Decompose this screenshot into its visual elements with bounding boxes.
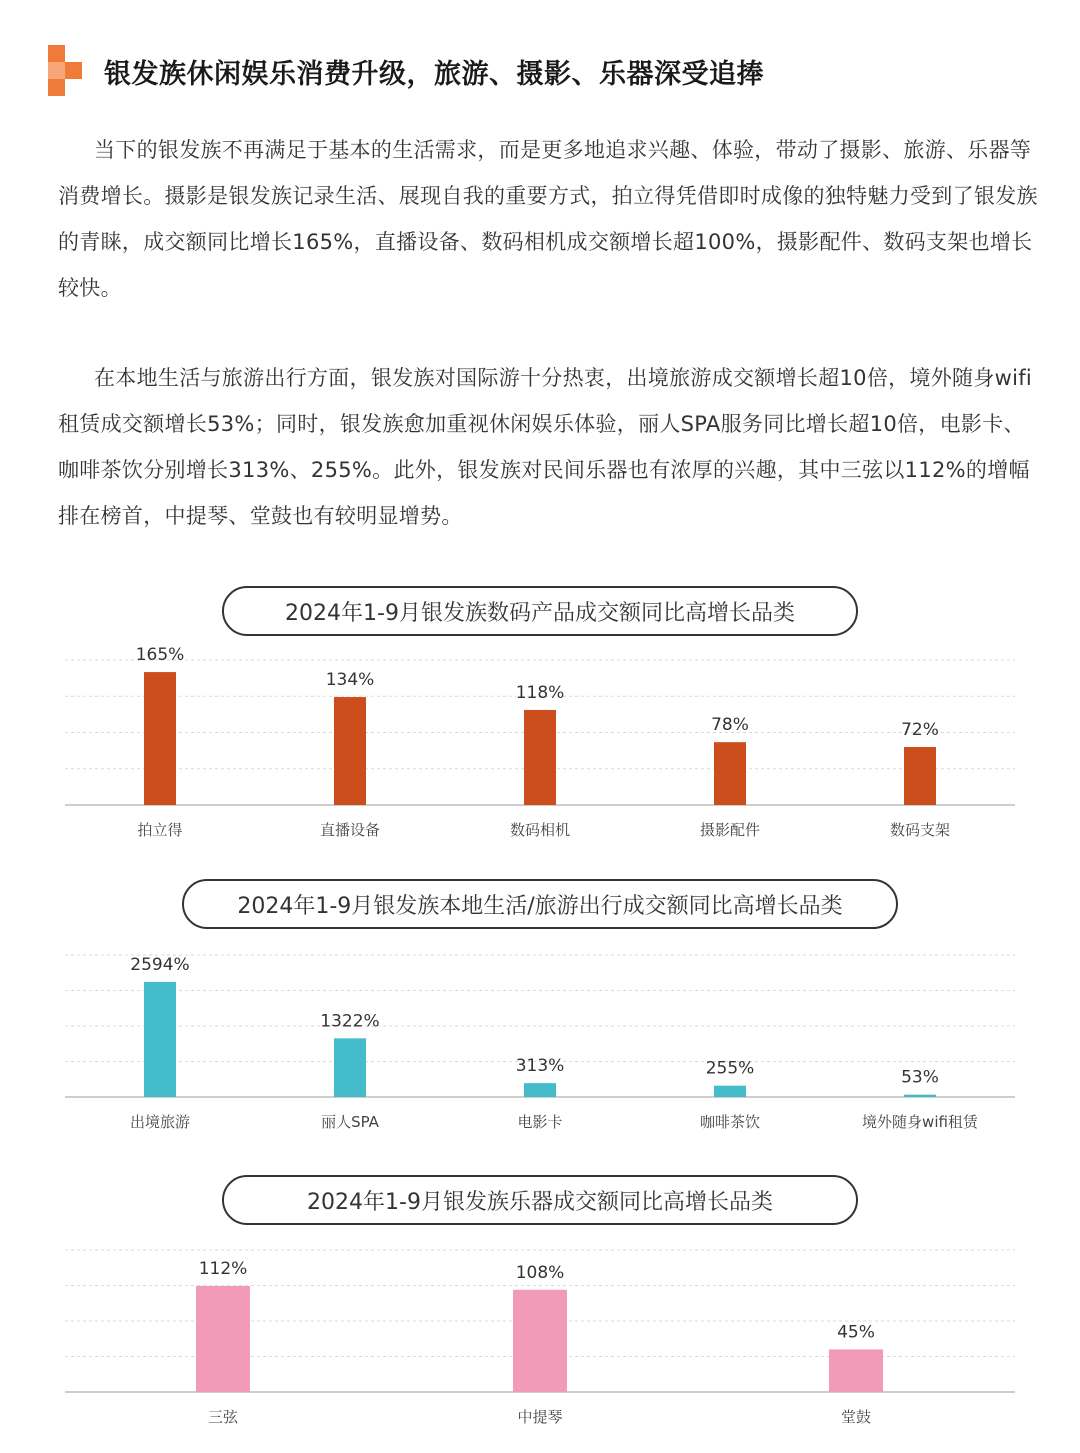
chart3-instruments	[0, 1230, 1080, 1440]
bar-2	[513, 1290, 567, 1392]
data-label: 2594%	[130, 954, 190, 975]
data-label: 165%	[135, 645, 185, 666]
bar-4	[714, 742, 746, 805]
data-label: 118%	[515, 682, 565, 703]
category-label: 境外随身wifi租赁	[862, 1113, 978, 1131]
category-label: 三弦	[207, 1408, 239, 1426]
category-label: 中提琴	[517, 1408, 563, 1426]
bar-3	[829, 1349, 883, 1392]
category-label: 数码相机	[509, 821, 571, 839]
section-heading: 银发族休闲娱乐消费升级，旅游、摄影、乐器深受追捧	[104, 59, 764, 90]
category-label: 直播设备	[319, 821, 381, 839]
bar-4	[714, 1086, 746, 1097]
chart1-digital-products	[0, 640, 1080, 850]
category-label: 电影卡	[517, 1113, 563, 1131]
bar-3	[524, 710, 556, 805]
bar-1	[144, 982, 176, 1097]
data-label: 134%	[325, 670, 375, 691]
data-label: 112%	[198, 1258, 248, 1279]
data-label: 1322%	[320, 1011, 380, 1032]
data-label: 78%	[711, 715, 749, 736]
category-label: 摄影配件	[699, 821, 761, 839]
bar-1	[144, 672, 176, 805]
data-label: 45%	[837, 1322, 875, 1343]
chart2-local-life-travel	[0, 935, 1080, 1140]
bar-5	[904, 1095, 936, 1097]
category-label: 堂鼓	[840, 1408, 872, 1426]
local-life-paragraph: 在本地生活与旅游出行方面，银发族对国际游十分热衷，出境旅游成交额增长超10倍，境外随身wifi租赁成交额增长53%；同时，银发族愈加重视休闲娱乐体验，丽人SPA服务同比增长超10倍，电影卡、咖啡茶饮分别增长313%、255%。此外，银发族对民间乐器也有浓厚的兴趣，其中三弦以112%的增幅排在榜首，中提琴、堂鼓也有较明显增势。	[58, 366, 1033, 528]
bar-5	[904, 747, 936, 805]
bar-2	[334, 1038, 366, 1097]
chart1-title: 2024年1-9月银发族数码产品成交额同比高增长品类	[222, 586, 858, 636]
bar-1	[196, 1286, 250, 1392]
category-label: 丽人SPA	[321, 1113, 379, 1131]
data-label: 313%	[515, 1056, 565, 1077]
category-label: 拍立得	[137, 821, 183, 839]
chart2-title: 2024年1-9月银发族本地生活/旅游出行成交额同比高增长品类	[182, 879, 898, 929]
orange-squares-icon	[44, 45, 84, 99]
data-label: 53%	[901, 1067, 939, 1088]
data-label: 72%	[901, 720, 939, 740]
bar-2	[334, 697, 366, 805]
category-label: 出境旅游	[129, 1113, 191, 1131]
category-label: 咖啡茶饮	[699, 1113, 761, 1131]
data-label: 255%	[705, 1058, 755, 1079]
chart3-title: 2024年1-9月银发族乐器成交额同比高增长品类	[222, 1175, 858, 1225]
intro-paragraph: 当下的银发族不再满足于基本的生活需求，而是更多地追求兴趣、体验，带动了摄影、旅游、乐器等消费增长。摄影是银发族记录生活、展现自我的重要方式，拍立得凭借即时成像的独特魅力受到了银发族的青睐，成交额同比增长165%，直播设备、数码相机成交额增长超100%，摄影配件、数码支架也增长较快。	[58, 138, 1038, 300]
category-label: 数码支架	[889, 821, 951, 839]
bar-3	[524, 1083, 556, 1097]
data-label: 108%	[515, 1262, 565, 1283]
